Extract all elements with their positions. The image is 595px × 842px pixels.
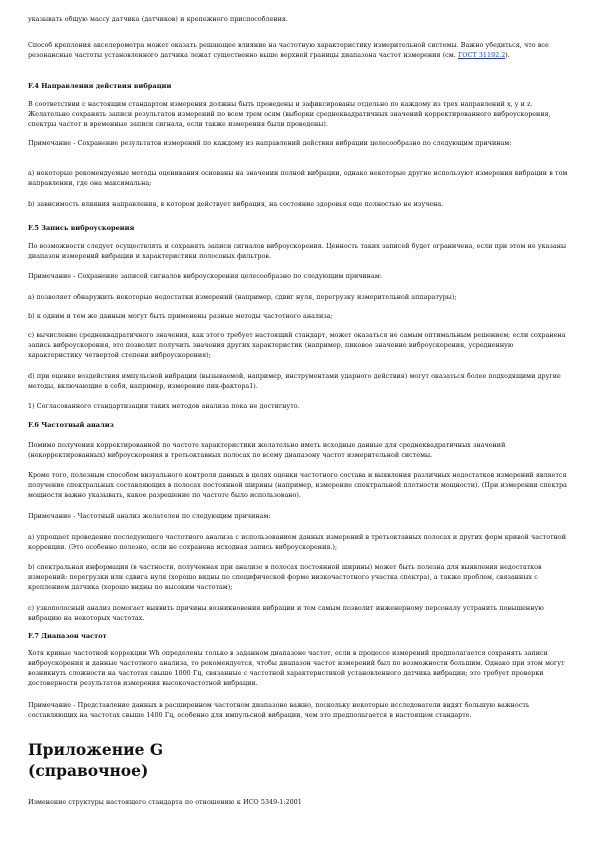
paragraph: Помимо получения корректированной по частоте характеристики желательно иметь исходные данные для среднеквадратичных значений (некорректированных) виброускорения в третьоктавных полосах по всему диапазону частот измерительной системы. [28,441,506,459]
list-item: d) при оценке воздействия импульсной вибрации (вызываемой, например, инструментами ударного действия) могут оказаться более подходящими другие методы, включающие в себя, например, измерение пик-фактора1). [28,372,561,390]
paragraph: указывать общую массу датчика (датчиков) и крепежного приспособления. [28,15,288,23]
list-item: c) узкополосный анализ помогает выявить причины возникновения вибрации и тем самым позволит инженерному персоналу устранить повышенную вибрацию на некоторых частотах. [28,604,544,622]
paragraph [28,40,568,60]
note: Примечание - Сохранение записей сигналов виброускорения целесообразно по следующим причинам: [28,272,382,280]
paragraph: В соответствии с настоящим стандартом измерения должны быть проведены и зафиксированы отдельно по каждому из трех направлений x, y и z. Желательно сохранять записи результатов измерений по всем трем осям (выборки среднеквадратичных значений корректированного виброускорения, спектры частот и временные записи сигнала, если также измерения были проведены). [28,100,551,128]
footnote: 1) Согласованного стандартизации таких методов анализа пока не достигнуто. [28,402,300,410]
appendix-title: Приложение G [28,740,164,759]
list-item: а) упрощает проведение последующего частотного анализа с использованием данных измерений в третьоктавных полосах и других форм кривой частотной коррекции. (Это особенно полезно, если не сохранена исходная запись виброускорения.); [28,533,566,551]
section-heading: F.6 Частотный анализ [28,421,114,429]
note: Примечание - Частотный анализ желателен по следующим причинам: [28,512,271,520]
gost-link[interactable]: ГОСТ 31192.2 [457,51,506,59]
note: Примечание - Представление данных в расширенном частотном диапазоне важно, поскольку некоторые исследователи видят большую важность составляющих на частотах свыше 1400 Гц, особенно для импульсной вибрации, чем это предполагается в настоящем стандарте. [28,701,530,719]
note: Примечание - Сохранение результатов измерений по каждому из направлений действия вибрации целесообразно по следующим причинам: [28,139,512,147]
section-heading: F.4 Направления действия вибрации [28,82,172,90]
list-item: b) зависимость влияния направления, в котором действует вибрация, на состояние здоровья еще полностью не изучена. [28,200,444,208]
list-item: c) вычисление среднеквадратичного значения, как этого требует настоящий стандарт, может оказаться не самым оптимальным решением; если сохранена запись виброускорения, это позволит получить значения других характеристик (например, пиковое значение виброускорения, усредненную характеристику четвертой степени виброускорения); [28,331,566,359]
section-heading: F.5 Запись виброускорения [28,224,135,232]
paragraph-text: Способ крепления акселерометра может оказать решающее влияние на частотную характеристику измерительной системы. Важно убедиться, что все резонансные частоты установленного датчика лежат существенно выше верхней границы диапазона частот измерения (см. [28,41,549,59]
appendix-caption: Изменение структуры настоящего стандарта по отношению к ИСО 5349-1:2001 [28,798,302,806]
section-heading: F.7 Диапазон частот [28,632,107,640]
list-item: b) к одним и тем же данным могут быть применены разные методы частотного анализа; [28,312,333,320]
paragraph: Хотя кривые частотной коррекции Wh определены только в заданном диапазоне частот, если в процессе измерений предполагается сохранять записи виброускорения и данные частотного анализа, то рекомендуется, чтобы диапазон частот измерений был по возможности большим. Однако при этом могут возникнуть сложности на частотах свыше 1000 Гц, связанные с частотной характеристикой установленного датчика вибрации; это требует проверки достоверности результатов измерения высокочастотной вибрации. [28,649,565,687]
list-item: b) спектральная информация (в частности, полученная при анализе в полосах постоянной ширины) может быть полезна для выявления недостатков измерений: перегрузки или сдвига нуля (хорошо видны по специфической форме низкочастотного участка спектра), а также проблем, связанных с креплением датчика (хорошо видны по высоким частотам); [28,563,542,591]
paragraph-text: ). [505,51,510,59]
list-item: а) некоторые рекомендуемые методы оценивания основаны на значении полной вибрации, однако некоторые другие используют измерения вибрации в том направлении, где она максимальна; [28,169,568,187]
appendix-subtitle-type: (справочное) [28,761,149,780]
list-item: а) позволяет обнаружить некоторые недостатки измерений (например, сдвиг нуля, перегрузку измерительной аппаратуры); [28,293,457,301]
paragraph: Кроме того, полезным способом визуального контроля данных в целях оценки частотного состава и выявления различных недостатков измерений является получение спектральных составляющих в полосах постоянной ширины (например, измерение спектральной плотности мощности). (При измерении спектра мощности важно указывать, какое разрешение по частоте было использовано). [28,471,567,499]
paragraph: По возможности следует осуществлять и сохранять записи сигналов виброускорения. Ценность таких записей будет ограничена, если при этом не указаны диапазон измерений вибрации и характеристики полосовых фильтров. [28,242,567,260]
